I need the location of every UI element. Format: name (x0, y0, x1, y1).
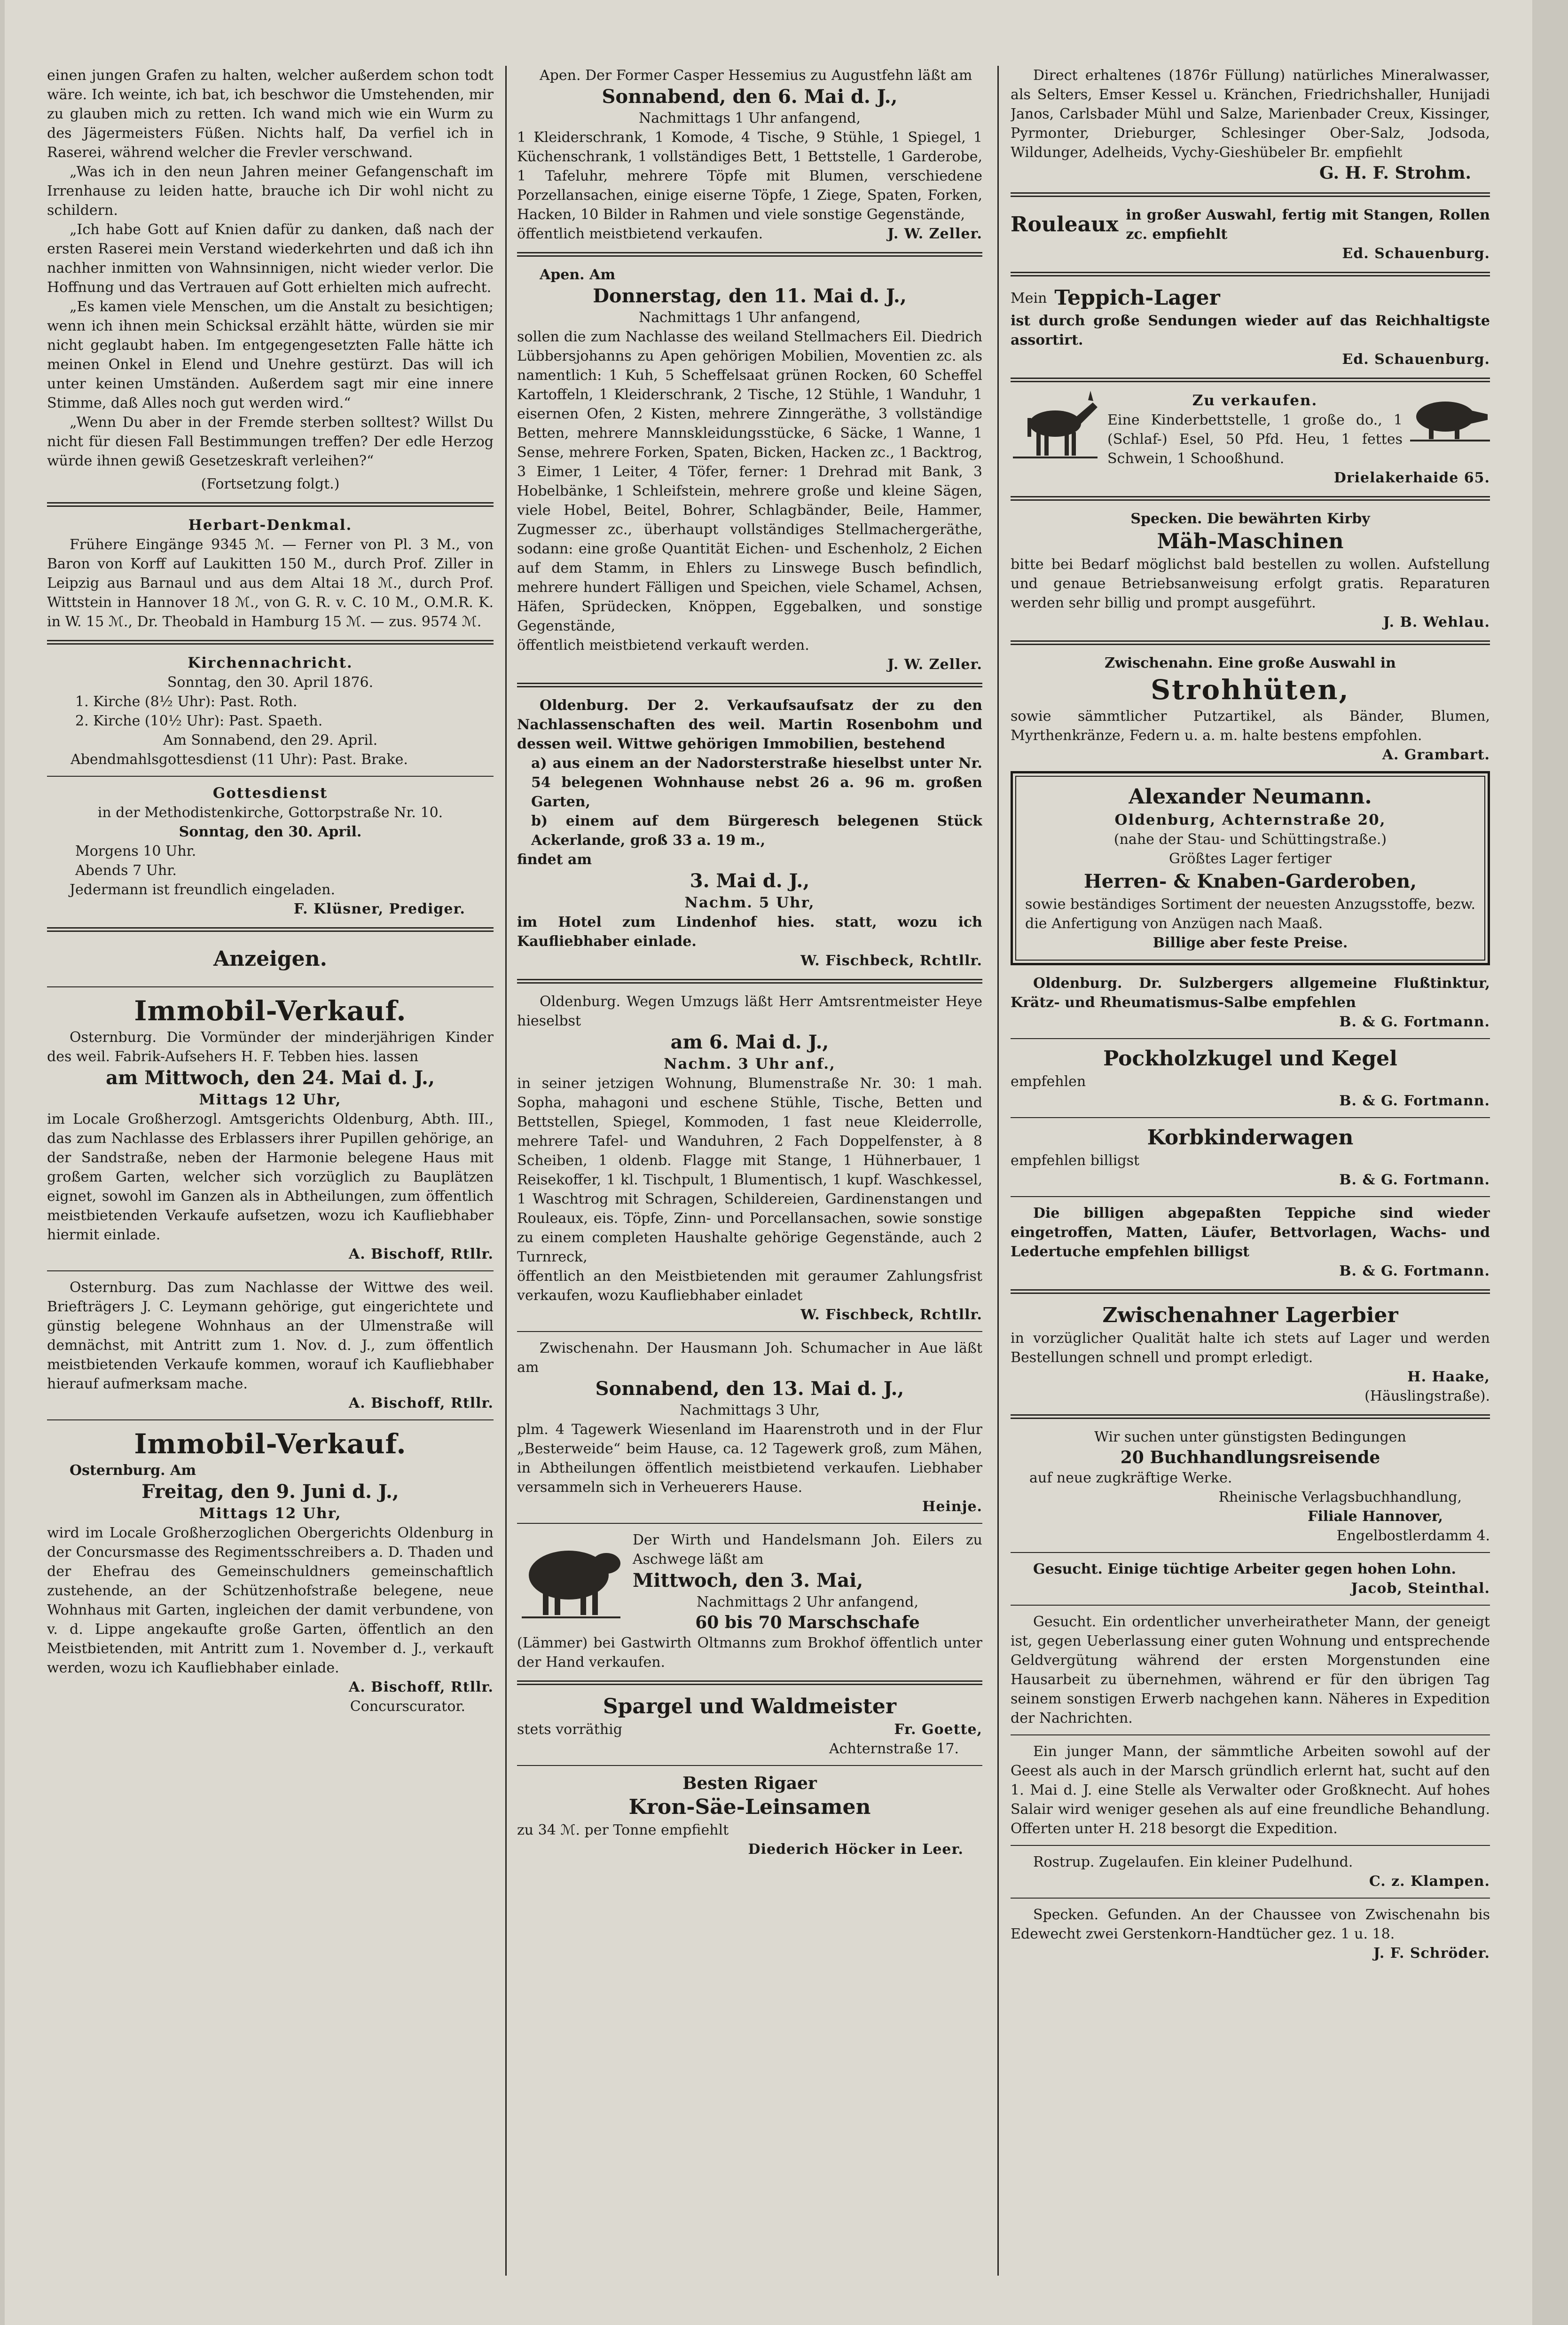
service-notice (47, 783, 494, 919)
column-rule-2 (997, 66, 999, 2276)
estate-sale-time: Mittags 12 Uhr, (199, 1505, 342, 1522)
stray-dog-ad (1011, 1852, 1490, 1891)
workers-wanted-signature: Jacob, Steinthal. (1351, 1580, 1490, 1597)
auction-time: Nachm. 3 Uhr anf., (664, 1056, 836, 1072)
straw-hats-ad (1011, 654, 1490, 764)
auction-place: im Hotel zum Lindenhof hies. statt, wozu ich Kaufliebhaber einlade. (517, 914, 982, 950)
estate-sale-intro: Osternburg. Das zum Nachlasse der Wittwe des weil. Briefträgers J. C. Leymann gehörige, gut eingerichtete und günstig belegene Wohnhaus an der Ulmenstraße will demnächst, mit Antritt zum 1. Nov. d. J., zum öffentlich meistbietenden Verkaufe kommen, worauf ich Kaufliebhaber hierauf aufmerksam mache. (47, 1279, 494, 1392)
salesmen-ad (1011, 1427, 1490, 1545)
auction-date: am 6. Mai d. J., (670, 1031, 829, 1053)
sheep-sale (517, 1530, 982, 1672)
divider (1011, 192, 1490, 197)
auction-end: öffentlich meistbietend verkaufen. (517, 226, 763, 242)
auction-intro: Oldenburg. Wegen Umzugs läßt Herr Amtsrentmeister Heye hieselbst (517, 993, 982, 1029)
rouleaux-title: Rouleaux (1011, 213, 1119, 236)
divider (47, 1419, 494, 1420)
straw-hats-heading: Zwischenahn. Eine große Auswahl in (1105, 655, 1396, 671)
asparagus-ad (517, 1694, 982, 1758)
story-paragraph: „Es kamen viele Menschen, um die Anstalt zu besichtigen; wenn ich ihnen mein Schicksal erzählt hätte, würden sie mir nicht geglaubt haben. Im entgegengesetzten Falle hätte ich meinen Onkel in Elend und Unehre gestürzt. Das will ich unter keinen Umständen. Außerdem sagt mir eine innere Stimme, daß Alles noch gut werden wird.“ (47, 299, 494, 411)
pram-ad (1011, 1125, 1490, 1190)
auction-signature: W. Fischbeck, Rchtllr. (800, 953, 982, 969)
serial-story (47, 66, 494, 494)
estate-sale-title: Immobil-Verkauf. (134, 995, 407, 1027)
divider (517, 252, 982, 257)
carpet-text: ist durch große Sendungen wieder auf das Reichhaltigste assortirt. (1011, 313, 1490, 348)
mineral-water-ad (1011, 66, 1490, 184)
neumann-largest: Größtes Lager fertiger (1169, 851, 1332, 867)
linseed-subtitle: Besten Rigaer (682, 1773, 817, 1793)
stray-dog-text: Rostrup. Zugelaufen. Ein kleiner Pudelhund. (1033, 1854, 1353, 1870)
auction-zwischenahn (517, 1339, 982, 1516)
divider (1011, 272, 1490, 276)
church-line: Am Sonnabend, den 29. April. (163, 732, 378, 749)
beer-signature: H. Haake, (1407, 1369, 1490, 1385)
auction-end: öffentlich meistbietend verkauft werden. (517, 637, 809, 654)
mowing-title: Mäh-Maschinen (1157, 529, 1344, 553)
pig-icon (1410, 391, 1490, 444)
service-line: Abends 7 Uhr. (75, 862, 177, 879)
divider (1011, 496, 1490, 501)
column-right (1011, 66, 1490, 1970)
church-line: 1. Kirche (8½ Uhr): Past. Roth. (75, 694, 298, 710)
divider (47, 776, 494, 777)
service-line: in der Methodistenkirche, Gottorpstraße Nr. 10. (97, 804, 443, 821)
divider (47, 640, 494, 645)
service-line: Sonntag, den 30. April. (179, 824, 362, 840)
story-paragraph: „Wenn Du aber in der Fremde sterben solltest? Willst Du nicht für diesen Fall Bestimmungen treffen? Der edle Herzog würde ihnen gewiß Gesetzeskraft verleihen?“ (47, 414, 494, 469)
divider (1011, 1038, 1490, 1039)
bowling-title: Pockholzkugel und Kegel (1103, 1047, 1397, 1071)
estate-sale-time: Mittags 12 Uhr, (199, 1091, 342, 1108)
auction-apen-1 (517, 66, 982, 244)
linseed-title: Kron-Säe-Leinsamen (628, 1795, 871, 1819)
divider (517, 683, 982, 687)
herbart-notice (47, 515, 494, 631)
mowing-signature: J. B. Wehlau. (1383, 614, 1490, 631)
carpet-title: Teppich-Lager (1054, 286, 1220, 310)
salesmen-intro: Wir suchen unter günstigsten Bedingungen (1094, 1429, 1406, 1445)
auction-intro: Oldenburg. Der 2. Verkaufsaufsatz der zu den Nachlassenschaften des weil. Martin Rosenbohm und dessen weil. Wittwe gehörigen Immobilien, bestehend (517, 697, 982, 752)
divider (517, 1765, 982, 1766)
service-line: Morgens 10 Uhr. (75, 843, 196, 859)
story-paragraph: „Ich habe Gott auf Knien dafür zu danken, daß nach der ersten Raserei mein Verstand wiederkehrten und daß ich ihn nachher inmitten von Wahnsinnigen, nicht wieder verlor. Die Hoffnung und das Vertrauen auf Gott erhielten mich aufrecht. (47, 221, 494, 296)
church-date: Sonntag, den 30. April 1876. (167, 674, 374, 691)
auction-signature: J. W. Zeller. (887, 226, 982, 242)
for-sale-heading: Zu verkaufen. (1192, 392, 1318, 409)
man-wanted-ad (1011, 1612, 1490, 1728)
salesmen-address: Engelbostlerdamm 4. (1336, 1528, 1490, 1544)
bowling-ad (1011, 1046, 1490, 1111)
story-paragraph: einen jungen Grafen zu halten, welcher außerdem schon todt wäre. Ich weinte, ich bat, ich beschwor die Umstehenden, mir zu glauben mich zu retten. Ich wand mich wie ein Wurm zu des Jägermeisters Füßen. Nichts half, Da verfiel ich in Raserei, während welcher die Frevler verschwand. (47, 67, 494, 161)
asparagus-title: Spargel und Waldmeister (603, 1694, 897, 1718)
donkey-icon (1011, 391, 1100, 463)
pram-signature: B. & G. Fortmann. (1339, 1172, 1490, 1188)
sheep-intro: Der Wirth und Handelsmann Joh. Eilers zu Aschwege läßt am (633, 1532, 982, 1568)
linseed-signature: Diederich Höcker in Leer. (748, 1841, 964, 1858)
auction-intro: Apen. Am (540, 267, 616, 283)
divider (47, 502, 494, 507)
rouleaux-signature: Ed. Schauenburg. (1342, 245, 1490, 262)
mowing-machines-ad (1011, 509, 1490, 632)
bowling-signature: B. & G. Fortmann. (1339, 1093, 1490, 1109)
rugs-signature: B. & G. Fortmann. (1339, 1263, 1490, 1279)
divider (1011, 1552, 1490, 1553)
auction-time: Nachmittags 3 Uhr, (679, 1402, 820, 1419)
auction-end: öffentlich an den Meistbietenden mit geraumer Zahlungsfrist verkaufen, wozu Kaufliebhaber einladet (517, 1268, 982, 1304)
young-man-text: Ein junger Mann, der sämmtliche Arbeiten sowohl auf der Geest als auch in der Marsch gründlich erlernt hat, sucht auf den 1. Mai d. J. eine Stelle als Verwalter oder Großknecht. Auf hohes Salair wird weniger gesehen als auf eine freundliche Behandlung. Offerten unter H. 218 besorgt die Expedition. (1011, 1743, 1490, 1837)
story-continued: (Fortsetzung folgt.) (201, 476, 340, 492)
ads-heading: Anzeigen. (213, 947, 327, 971)
auction-intro: Zwischenahn. Der Hausmann Joh. Schumacher in Aue läßt am (517, 1340, 982, 1376)
estate-sale-1 (47, 994, 494, 1264)
sheep-text: (Lämmer) bei Gastwirth Oltmanns zum Brokhof öffentlich unter der Hand verkaufen. (517, 1635, 982, 1671)
sheep-date: Mittwoch, den 3. Mai, (633, 1569, 863, 1592)
divider (517, 979, 982, 984)
mineral-water-signature: G. H. F. Strohm. (1319, 163, 1471, 183)
for-sale-text: Eine Kinderbettstelle, 1 große do., 1 (Schlaf-) Esel, 50 Pfd. Heu, 1 fettes Schwein, 1 Schooßhund. (1107, 412, 1403, 467)
beer-ad (1011, 1302, 1490, 1406)
divider (1011, 1414, 1490, 1419)
ointment-ad (1011, 974, 1490, 1032)
estate-sale-title: Immobil-Verkauf. (134, 1428, 407, 1460)
auction-lot: b) einem auf dem Bürgeresch belegenen Stück Ackerlande, groß 33 a. 19 m., (531, 813, 982, 849)
estate-sale-date: Freitag, den 9. Juni d. J., (141, 1481, 399, 1503)
church-notice (47, 653, 494, 769)
linseed-text: zu 34 ℳ. per Tonne empfiehlt (517, 1822, 729, 1838)
estate-sale-role: Concurscurator. (350, 1698, 465, 1715)
straw-hats-title: Strohhüten, (1151, 674, 1350, 706)
divider (1011, 378, 1490, 382)
estate-sale-text: wird im Locale Großherzoglichen Obergerichts Oldenburg in der Concursmasse des Regimentsschreibers a. D. Thaden und der Ehefrau des Gemeinschuldners gemeinschaftlich zustehende, an der Schützenhofstraße belegene, neue Wohnhaus mit Garten, ingleichen der damit verbundene, von v. d. Lippe angekaufte große Garten, öffentlich an den Meistbietenden, mit Antritt zum 1. November d. J., verkauft werden, wozu ich Kaufliebhaber einlade. (47, 1525, 494, 1676)
ointment-text: Oldenburg. Dr. Sulzbergers allgemeine Flußtinktur, Krätz- und Rheumatismus-Salbe empfehlen (1011, 975, 1490, 1011)
newspaper-page (5, 0, 1532, 2325)
auction-items: in seiner jetzigen Wohnung, Blumenstraße Nr. 30: 1 mah. Sopha, mahagoni und eschene Stühle, Tische, Betten und Bettstellen, Spiegel, Kommoden, 1 fast neue Kleiderrolle, mehrere Tafel- und Wanduhren, 2 Fach Doppelfenster, à 8 Scheiben, 1 oldenb. Flagge mit Stange, 1 Hühnerbauer, 1 Reisekoffer, 1 kl. Tischpult, 1 Blumentisch, 1 kupf. Waschkessel, 1 Waschtrog mit Schragen, Schildereien, Gardinenstangen und Rouleaux, eis. Töpfe, Zinn- und Porcellansachen, sowie sonstige zu einem completen Haushalte gehörige Gegenstände, auch 2 Turnreck, (517, 1075, 982, 1265)
divider (517, 1680, 982, 1685)
herbart-title: Herbart-Denkmal. (188, 517, 353, 534)
auction-apen-2 (517, 265, 982, 674)
found-text: Specken. Gefunden. An der Chaussee von Zwischenahn bis Edewecht zwei Gerstenkorn-Handtücher gez. 1 u. 18. (1011, 1907, 1490, 1942)
auction-date: Sonnabend, den 6. Mai d. J., (602, 86, 898, 108)
found-ad (1011, 1905, 1490, 1963)
church-line: 2. Kirche (10½ Uhr): Past. Spaeth. (75, 713, 323, 729)
estate-sale-signature: A. Bischoff, Rtllr. (348, 1246, 494, 1262)
mineral-water-text: Direct erhaltenes (1876r Füllung) natürliches Mineralwasser, als Selters, Emser Kessel u. Kränchen, Friedrichshaller, Hunijadi Janos, Carlsbader Mühl und Salze, Marienbader Creux, Kissinger, Pyrmonter, Drieburger, Schlesinger Ober-Salz, Jodsoda, Wildunger, Adelheids, Vychy-Gieshübeler Br. empfiehlt (1011, 67, 1490, 161)
straw-hats-signature: A. Grambart. (1382, 747, 1490, 763)
neumann-title: Alexander Neumann. (1129, 785, 1372, 809)
auction-lot: a) aus einem an der Nadorsterstraße hieselbst unter Nr. 54 belegenen Wohnhause nebst 26 a. 96 m. großen Garten, (531, 755, 982, 810)
linseed-ad (517, 1773, 982, 1859)
estate-sale-intro: Osternburg. Die Vormünder der minderjährigen Kinder des weil. Fabrik-Aufsehers H. F. Tebben hies. lassen (47, 1029, 494, 1065)
divider (47, 986, 494, 987)
carpet-signature: Ed. Schauenburg. (1342, 351, 1490, 368)
divider (1011, 1289, 1490, 1294)
auction-oldenburg-2 (517, 992, 982, 1324)
estate-sale-intro: Osternburg. Am (70, 1462, 196, 1479)
service-line: Jedermann ist freundlich eingeladen. (70, 882, 335, 898)
bowling-text: empfehlen (1011, 1073, 1086, 1090)
rouleaux-ad (1011, 205, 1490, 263)
column-middle (517, 66, 982, 1866)
auction-time: Nachm. 5 Uhr, (684, 894, 815, 911)
beer-text: in vorzüglicher Qualität halte ich stets auf Lager und werden Bestellungen schnell und prompt erledigt. (1011, 1330, 1490, 1366)
divider (1011, 1196, 1490, 1197)
story-paragraph: „Was ich in den neun Jahren meiner Gefangenschaft im Irrenhause zu leiden hatte, brauche ich Dir wohl nicht zu schildern. (47, 164, 494, 219)
auction-time: Nachmittags 1 Uhr anfangend, (638, 110, 861, 126)
auction-items: 1 Kleiderschrank, 1 Komode, 4 Tische, 9 Stühle, 1 Spiegel, 1 Küchenschrank, 1 vollständiges Bett, 1 Bettstelle, 1 Garderobe, 1 Tafeluhr, mehrere Töpfe mit Blumen, verschiedene Porzellansachen, einige eiserne Töpfe, 1 Ziege, Spaten, Forken, Hacken, 10 Bilder in Rahmen und viele sonstige Gegenstände, (517, 129, 982, 223)
salesmen-title: 20 Buchhandlungsreisende (1120, 1448, 1380, 1467)
neumann-text: sowie beständiges Sortiment der neuesten Anzugsstoffe, bezw. die Anfertigung von Anzügen nach Maaß. (1025, 896, 1475, 932)
neumann-headline: Herren- & Knaben-Garderoben, (1083, 870, 1417, 892)
divider (1011, 1734, 1490, 1735)
workers-wanted-ad (1011, 1560, 1490, 1598)
carpet-ad (1011, 285, 1490, 369)
estate-sale-2 (47, 1278, 494, 1413)
estate-sale-date: am Mittwoch, den 24. Mai d. J., (106, 1067, 435, 1089)
divider (47, 927, 494, 932)
auction-oldenburg-1 (517, 696, 982, 970)
man-wanted-text: Gesucht. Ein ordentlicher unverheiratheter Mann, der geneigt ist, gegen Ueberlassung einer guten Wohnung und entsprechende Geldvergütung während der ersten Morgenstunden eine Hausarbeit zu übernehmen, während er für den übrigen Tag seinem sonstigen Erwerb nachgehen kann. Näheres in Expedition der Nachrichten. (1011, 1614, 1490, 1726)
divider (1011, 1605, 1490, 1606)
divider (1011, 1117, 1490, 1118)
mowing-heading: Specken. Die bewährten Kirby (1130, 511, 1370, 527)
straw-hats-text: sowie sämmtlicher Putzartikel, als Bänder, Blumen, Myrthenkränze, Federn u. a. m. halte bestens empfohlen. (1011, 708, 1490, 744)
church-title: Kirchennachricht. (188, 654, 353, 671)
estate-sale-signature: A. Bischoff, Rtllr. (348, 1679, 494, 1695)
beer-address: (Häuslingstraße). (1364, 1388, 1490, 1404)
auction-intro: Apen. Der Former Casper Hessemius zu Augustfehn läßt am (540, 67, 972, 84)
asparagus-address: Achternstraße 17. (829, 1741, 959, 1757)
divider (1011, 1898, 1490, 1899)
auction-time: Nachmittags 1 Uhr anfangend, (638, 309, 861, 326)
salesmen-branch: Filiale Hannover, (1308, 1508, 1443, 1525)
divider (517, 1331, 982, 1332)
rugs-text: Die billigen abgepaßten Teppiche sind wieder eingetroffen, Matten, Läufer, Bettvorlagen, Wachs- und Ledertuche empfehlen billigst (1011, 1205, 1490, 1260)
found-signature: J. F. Schröder. (1373, 1945, 1490, 1962)
neumann-address: Oldenburg, Achternstraße 20, (1114, 812, 1386, 828)
sheep-icon (517, 1530, 625, 1622)
pram-text: empfehlen billigst (1011, 1152, 1140, 1169)
stray-dog-signature: C. z. Klampen. (1369, 1873, 1490, 1890)
divider (517, 1523, 982, 1524)
auction-items: plm. 4 Tagewerk Wiesenland im Haarenstroth und in der Flur „Besterweide“ beim Hause, ca. 12 Tagewerk groß, zum Mähen, in Abtheilungen öffentlich meistbietend verkaufen. Liebhaber versammeln sich in Verheuerers Hause. (517, 1421, 982, 1496)
carpet-pre: Mein (1011, 290, 1047, 307)
auction-date: Sonnabend, den 13. Mai d. J., (595, 1378, 904, 1400)
salesmen-text: auf neue zugkräftige Werke. (1029, 1470, 1232, 1486)
salesmen-signature: Rheinische Verlagsbuchhandlung, (1218, 1489, 1462, 1505)
for-sale-signature: Drielakerhaide 65. (1333, 470, 1490, 486)
divider (47, 1270, 494, 1271)
herbart-text: Frühere Eingänge 9345 ℳ. — Ferner von Pl. 3 M., von Baron von Korff auf Laukitten 150 M., durch Prof. Ziller in Leipzig aus Barnaul und aus dem Altai 18 ℳ., durch Prof. Wittstein in Hannover 18 ℳ., von G. R. v. C. 10 M., O.M.R. K. in W. 15 ℳ., Dr. Theobald in Hamburg 15 ℳ. — zus. 9574 ℳ. (47, 536, 494, 630)
divider (1011, 1845, 1490, 1846)
auction-signature: Heinje. (922, 1498, 982, 1515)
beer-title: Zwischenahner Lagerbier (1102, 1303, 1398, 1327)
workers-wanted-text: Gesucht. Einige tüchtige Arbeiter gegen hohen Lohn. (1033, 1561, 1456, 1577)
asparagus-signature: Fr. Goette, (894, 1721, 982, 1738)
sheep-time: Nachmittags 2 Uhr anfangend, (696, 1594, 919, 1610)
church-line: Abendmahlsgottesdienst (11 Uhr): Past. Brake. (71, 751, 408, 768)
asparagus-text: stets vorräthig (517, 1721, 622, 1738)
pram-title: Korbkinderwagen (1147, 1126, 1354, 1150)
auction-items: sollen die zum Nachlasse des weiland Stellmachers Eil. Diedrich Lübbersjohanns zu Apen gehörigen Mobilien, Moventien zc. als namentlich: 1 Kuh, 5 Scheffelsaat grünen Rocken, 60 Scheffel Kartoffeln, 1 Kleiderschrank, 2 Tische, 12 Stühle, 1 Wanduhr, 1 eisernen Ofen, 2 Kisten, mehrere Zinngeräthe, 3 vollständige Betten, mehrere Mannskleidungsstücke, 6 Säcke, 1 Wanne, 1 Sense, mehrere Forken, Spaten, Bicken, Hacken zc., 1 Backtrog, 3 Eimer, 1 Leiter, 4 Töfer, ferner: 1 Drehrad mit Bank, 3 Hobelbänke, 1 Schleifstein, mehrere große und kleine Sägen, viele Hobel, Beitel, Bohrer, Schlagbänder, Beile, Hammer, Zugmesser zc., überhaupt vollständiges Stellmachergeräthe, sodann: eine große Quantität Eichen- und Eschenholz, 2 Eichen auf dem Stamm, in Ehlers zu Linswege Busch befindlich, mehrere hundert Fälligen und Speichen, viele Schamel, Achsen, Häfen, Sprüdecken, Knöppen, Eggebalken, und sonstige Gegenstände, (517, 329, 982, 634)
estate-sale-3 (47, 1427, 494, 1716)
auction-lot: findet am (517, 851, 592, 868)
column-rule-1 (505, 66, 507, 2276)
service-signature: F. Klüsner, Prediger. (293, 901, 465, 917)
estate-sale-text: im Locale Großherzogl. Amtsgerichts Oldenburg, Abth. III., das zum Nachlasse des Erblassers ihrer Pupillen gehörige, an der Sandstraße, neben der Harmonie belegene Haus mit großem Garten, welcher sich vorzüglich zu Bauplätzen eignet, sowohl im Ganzen als in Abtheilungen, zum öffentlich meistbietenden Verkaufe aufsetzen, wozu ich Kaufliebhaber hiermit einlade. (47, 1111, 494, 1243)
auction-date: Donnerstag, den 11. Mai d. J., (593, 285, 907, 307)
young-man-ad (1011, 1742, 1490, 1838)
rouleaux-text: in großer Auswahl, fertig mit Stangen, Rollen zc. empfiehlt (1126, 207, 1490, 243)
divider (1011, 640, 1490, 645)
auction-date: 3. Mai d. J., (690, 870, 810, 892)
auction-signature: W. Fischbeck, Rchtllr. (800, 1307, 982, 1323)
auction-signature: J. W. Zeller. (887, 656, 982, 673)
estate-sale-signature: A. Bischoff, Rtllr. (348, 1395, 494, 1411)
column-left (47, 66, 494, 1723)
for-sale-ad (1011, 391, 1490, 488)
service-title: Gottesdienst (212, 785, 328, 802)
rugs-ad (1011, 1204, 1490, 1281)
neumann-ad-frame (1011, 771, 1490, 965)
neumann-location: (nahe der Stau- und Schüttingstraße.) (1113, 831, 1387, 848)
ointment-signature: B. & G. Fortmann. (1339, 1014, 1490, 1030)
sheep-count: 60 bis 70 Marschschafe (695, 1613, 920, 1632)
neumann-prices: Billige aber feste Preise. (1152, 935, 1348, 951)
mowing-text: bitte bei Bedarf möglichst bald bestellen zu wollen. Aufstellung und genaue Betriebsanweisung erfolgt gratis. Reparaturen werden sehr billig und prompt ausgeführt. (1011, 556, 1490, 611)
